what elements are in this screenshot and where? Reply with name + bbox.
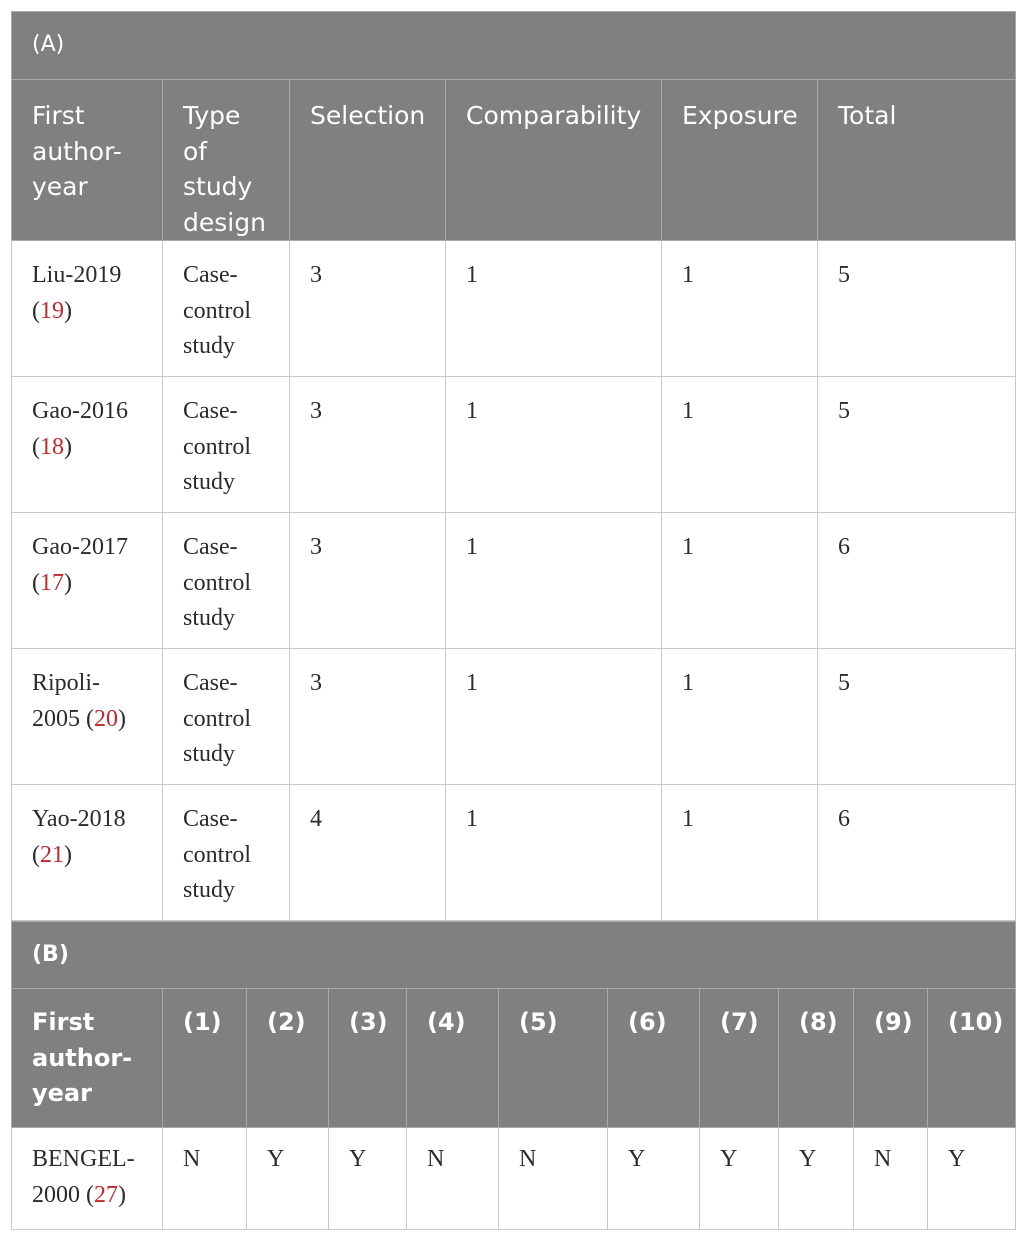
author-text: Gao-2017 xyxy=(32,534,128,560)
criterion-cell: N xyxy=(499,1128,608,1230)
column-header: (7) xyxy=(700,989,779,1128)
table-row xyxy=(12,513,1016,649)
author-text: Liu-2019 xyxy=(32,262,122,288)
table-row xyxy=(12,377,1016,513)
criterion-cell: N xyxy=(854,1128,928,1230)
column-header: (5) xyxy=(499,989,608,1128)
comparability-cell: 1 xyxy=(446,241,662,377)
criterion-cell: Y xyxy=(608,1128,700,1230)
quality-assessment-tables xyxy=(11,11,1015,1230)
column-header: Selection xyxy=(290,80,446,241)
column-header: (4) xyxy=(407,989,499,1128)
reference-link[interactable]: 21 xyxy=(40,841,64,868)
selection-cell: 3 xyxy=(290,377,446,513)
column-header: (6) xyxy=(608,989,700,1128)
total-cell: 6 xyxy=(818,785,1016,921)
author-cell: BENGEL-2000 (27) xyxy=(12,1128,163,1230)
exposure-cell: 1 xyxy=(662,649,818,785)
column-header: (3) xyxy=(329,989,407,1128)
author-text: Ripoli-2005 xyxy=(32,670,101,732)
selection-cell: 3 xyxy=(290,241,446,377)
column-header: Type of study design xyxy=(163,80,290,241)
column-header: (10) xyxy=(928,989,1016,1128)
table-a-header-row xyxy=(12,80,1016,241)
table-a xyxy=(11,11,1016,921)
reference-link[interactable]: 17 xyxy=(40,569,64,596)
author-cell: Liu-2019 (19) xyxy=(12,241,163,377)
column-header: First author-year xyxy=(12,80,163,241)
exposure-cell: 1 xyxy=(662,241,818,377)
column-header: (8) xyxy=(779,989,854,1128)
exposure-cell: 1 xyxy=(662,513,818,649)
column-header: First author-year xyxy=(12,989,163,1128)
design-cell: Case-control study xyxy=(163,785,290,921)
criterion-cell: Y xyxy=(928,1128,1016,1230)
table-a-caption: (A) xyxy=(12,12,1016,80)
design-cell: Case-control study xyxy=(163,377,290,513)
selection-cell: 4 xyxy=(290,785,446,921)
criterion-cell: N xyxy=(163,1128,247,1230)
criterion-cell: Y xyxy=(700,1128,779,1230)
reference-link[interactable]: 27 xyxy=(94,1181,118,1208)
column-header: (2) xyxy=(247,989,329,1128)
design-cell: Case-control study xyxy=(163,241,290,377)
criterion-cell: Y xyxy=(779,1128,854,1230)
total-cell: 6 xyxy=(818,513,1016,649)
criterion-cell: Y xyxy=(247,1128,329,1230)
selection-cell: 3 xyxy=(290,513,446,649)
table-b-header-row xyxy=(12,989,1016,1128)
author-text: Yao-2018 xyxy=(32,806,126,832)
table-b-caption: (B) xyxy=(12,922,1016,989)
table-row xyxy=(12,785,1016,921)
exposure-cell: 1 xyxy=(662,377,818,513)
table-row xyxy=(12,1128,1016,1230)
author-cell: Ripoli-2005 (20) xyxy=(12,649,163,785)
reference-link[interactable]: 19 xyxy=(40,297,64,324)
author-cell: Yao-2018 (21) xyxy=(12,785,163,921)
comparability-cell: 1 xyxy=(446,513,662,649)
author-cell: Gao-2017 (17) xyxy=(12,513,163,649)
exposure-cell: 1 xyxy=(662,785,818,921)
reference-link[interactable]: 18 xyxy=(40,433,64,460)
criterion-cell: Y xyxy=(329,1128,407,1230)
reference-link[interactable]: 20 xyxy=(94,705,118,732)
selection-cell: 3 xyxy=(290,649,446,785)
design-cell: Case-control study xyxy=(163,649,290,785)
table-b xyxy=(11,921,1016,1230)
table-row xyxy=(12,241,1016,377)
total-cell: 5 xyxy=(818,377,1016,513)
comparability-cell: 1 xyxy=(446,377,662,513)
author-text: Gao-2016 xyxy=(32,398,128,424)
criterion-cell: N xyxy=(407,1128,499,1230)
column-header: Exposure xyxy=(662,80,818,241)
table-row xyxy=(12,649,1016,785)
column-header: (1) xyxy=(163,989,247,1128)
total-cell: 5 xyxy=(818,241,1016,377)
total-cell: 5 xyxy=(818,649,1016,785)
column-header: Comparability xyxy=(446,80,662,241)
comparability-cell: 1 xyxy=(446,649,662,785)
author-cell: Gao-2016 (18) xyxy=(12,377,163,513)
design-cell: Case-control study xyxy=(163,513,290,649)
comparability-cell: 1 xyxy=(446,785,662,921)
column-header: Total xyxy=(818,80,1016,241)
column-header: (9) xyxy=(854,989,928,1128)
author-text: BENGEL-2000 xyxy=(32,1146,135,1208)
